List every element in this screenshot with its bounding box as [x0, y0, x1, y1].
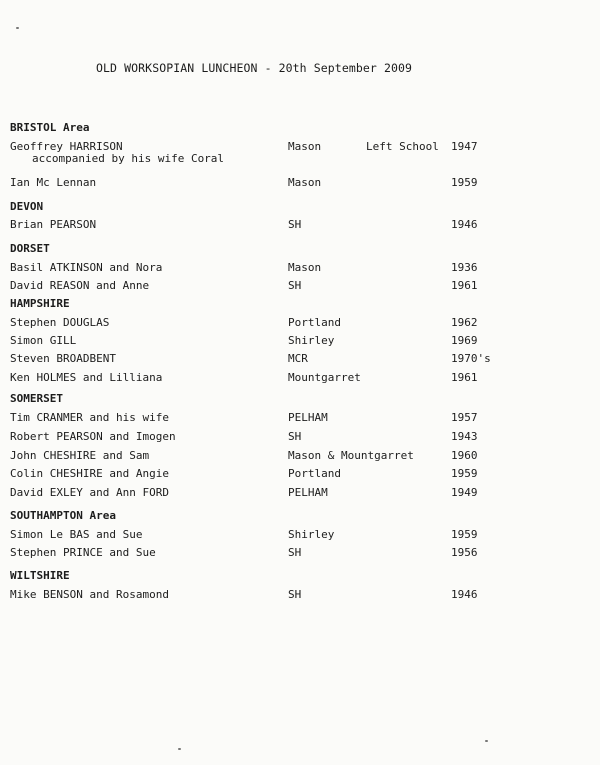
attendee-name: Brian PEARSON [10, 218, 97, 231]
attendee-row [0, 218, 600, 234]
attendee-name: Basil ATKINSON and Nora [10, 261, 163, 274]
scan-speck [178, 748, 181, 750]
attendee-house: Shirley [288, 334, 335, 347]
section-heading: BRISTOL Area [10, 121, 90, 134]
attendee-year: 1959 [451, 467, 478, 480]
attendee-year: 1959 [451, 528, 478, 541]
attendee-house: Mason [288, 176, 322, 189]
attendee-row [0, 352, 600, 368]
section-heading: WILTSHIRE [10, 569, 70, 582]
attendee-row [0, 486, 600, 502]
attendee-year: 1961 [451, 371, 478, 384]
attendee-year: 1970's [451, 352, 491, 365]
attendee-year: 1949 [451, 486, 478, 499]
attendee-row [0, 316, 600, 332]
attendee-name: John CHESHIRE and Sam [10, 449, 150, 462]
attendee-year: 1961 [451, 279, 478, 292]
scan-speck [485, 740, 488, 742]
attendee-name: Colin CHESHIRE and Angie [10, 467, 169, 480]
attendee-year: 1957 [451, 411, 478, 424]
attendee-house: SH [288, 279, 302, 292]
attendee-row [0, 176, 600, 192]
attendee-name: David REASON and Anne [10, 279, 150, 292]
attendee-row [0, 546, 600, 562]
attendee-row [0, 261, 600, 277]
attendee-year: 1943 [451, 430, 478, 443]
attendee-house: PELHAM [288, 411, 328, 424]
attendee-name: Steven BROADBENT [10, 352, 116, 365]
section-heading: DORSET [10, 242, 50, 255]
attendee-house: SH [288, 218, 302, 231]
attendee-row [0, 528, 600, 544]
attendee-row [0, 279, 600, 295]
attendee-companion: accompanied by his wife Coral [32, 152, 225, 165]
attendee-house: Mountgarret [288, 371, 361, 384]
attendee-row [0, 449, 600, 465]
attendee-year: 1959 [451, 176, 478, 189]
attendee-name: Tim CRANMER and his wife [10, 411, 169, 424]
attendee-year: 1960 [451, 449, 478, 462]
attendee-house: SH [288, 546, 302, 559]
attendee-name: Simon Le BAS and Sue [10, 528, 143, 541]
attendee-house: Portland [288, 467, 341, 480]
attendee-house: Mason & Mountgarret [288, 449, 414, 462]
attendee-row [0, 430, 600, 446]
document-title: OLD WORKSOPIAN LUNCHEON - 20th September 2009 [96, 61, 413, 75]
attendee-name: Ken HOLMES and Lilliana [10, 371, 163, 384]
attendee-house: Shirley [288, 528, 335, 541]
section-heading: SOUTHAMPTON Area [10, 509, 116, 522]
section-heading: HAMPSHIRE [10, 297, 70, 310]
attendee-name: Mike BENSON and Rosamond [10, 588, 169, 601]
attendee-name: Geoffrey HARRISON [10, 140, 123, 153]
attendee-row [0, 467, 600, 483]
left-school-label: Left School [366, 140, 439, 153]
attendee-house: Portland [288, 316, 341, 329]
attendee-row [0, 411, 600, 427]
attendee-name: Stephen DOUGLAS [10, 316, 110, 329]
attendee-name: Ian Mc Lennan [10, 176, 97, 189]
attendee-house: Mason [288, 261, 322, 274]
attendee-name: Simon GILL [10, 334, 77, 347]
section-heading: SOMERSET [10, 392, 63, 405]
attendee-house: MCR [288, 352, 308, 365]
attendee-year: 1946 [451, 588, 478, 601]
attendee-name: Stephen PRINCE and Sue [10, 546, 156, 559]
attendee-year: 1936 [451, 261, 478, 274]
attendee-name: Robert PEARSON and Imogen [10, 430, 176, 443]
attendee-name: David EXLEY and Ann FORD [10, 486, 169, 499]
attendee-year: 1962 [451, 316, 478, 329]
attendee-year: 1946 [451, 218, 478, 231]
attendee-house: PELHAM [288, 486, 328, 499]
attendee-house: Mason [288, 140, 322, 153]
attendee-year: 1947 [451, 140, 478, 153]
section-heading: DEVON [10, 200, 44, 213]
attendee-year: 1956 [451, 546, 478, 559]
attendee-house: SH [288, 430, 302, 443]
scan-speck [16, 27, 19, 29]
attendee-row [0, 588, 600, 604]
attendee-row [0, 334, 600, 350]
attendee-house: SH [288, 588, 302, 601]
attendee-year: 1969 [451, 334, 478, 347]
attendee-row [0, 371, 600, 387]
